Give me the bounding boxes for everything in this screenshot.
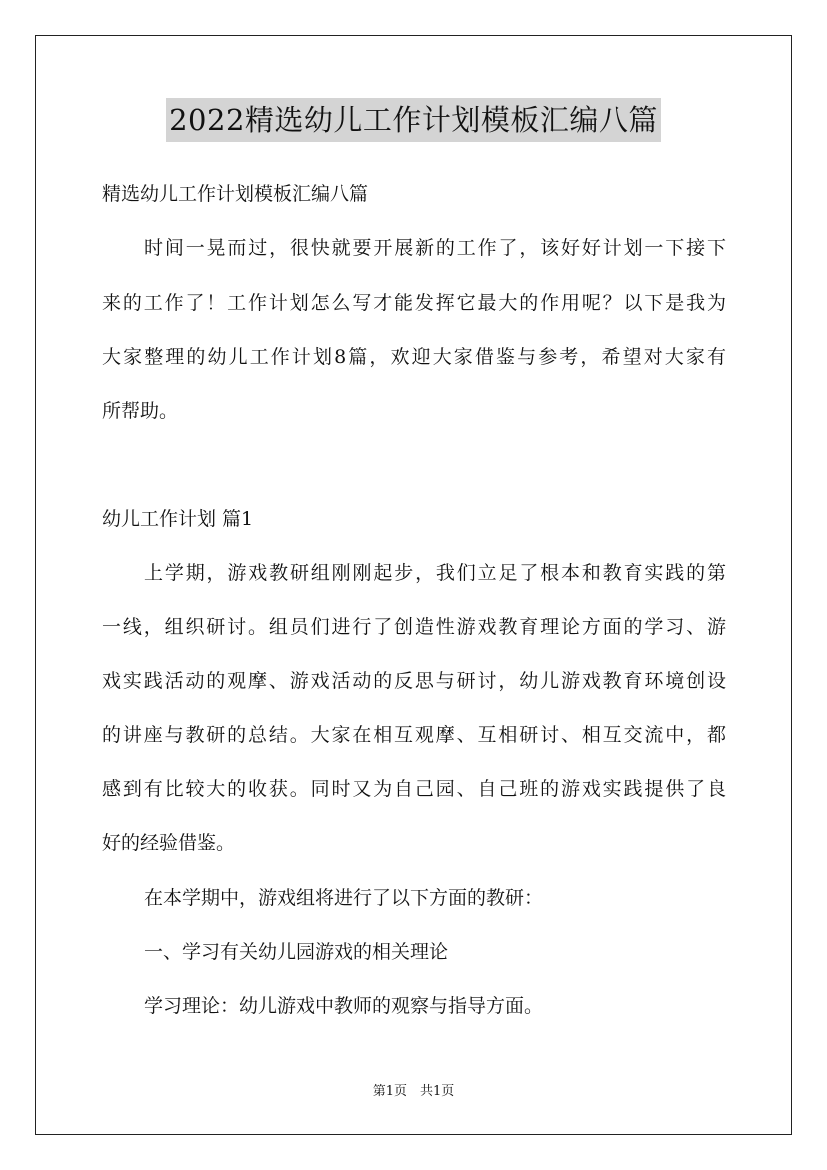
document-title: 2022精选幼儿工作计划模板汇编八篇: [166, 98, 661, 142]
section-line-2: 一线，组织研讨。组员们进行了创造性游戏教育理论方面的学习、游: [102, 616, 726, 638]
intro-line-2: 来的工作了！工作计划怎么写才能发挥它最大的作用呢？以下是我为: [102, 292, 726, 314]
section-line-3: 戏实践活动的观摩、游戏活动的反思与研讨，幼儿游戏教育环境创设: [102, 670, 726, 692]
section-line-5: 感到有比较大的收获。同时又为自己园、自己班的游戏实践提供了良: [102, 778, 726, 800]
paragraph-theory: 学习理论：幼儿游戏中教师的观察与指导方面。: [144, 995, 544, 1017]
page-footer: 第1页 共1页: [372, 1084, 455, 1099]
intro-line-1: 时间一晃而过，很快就要开展新的工作了，该好好计划一下接下: [144, 237, 726, 259]
document-subtitle: 精选幼儿工作计划模板汇编八篇: [102, 183, 369, 205]
section-heading: 幼儿工作计划 篇1: [102, 508, 254, 530]
intro-line-4: 所帮助。: [102, 400, 179, 422]
section-line-4: 的讲座与教研的总结。大家在相互观摩、互相研讨、相互交流中，都: [102, 724, 726, 746]
intro-line-3: 大家整理的幼儿工作计划8篇，欢迎大家借鉴与参考，希望对大家有: [102, 346, 726, 368]
section-line-1: 上学期，游戏教研组刚刚起步，我们立足了根本和教育实践的第: [144, 562, 726, 584]
section-line-6: 好的经验借鉴。: [102, 832, 236, 854]
paragraph-item-1: 一、学习有关幼儿园游戏的相关理论: [144, 941, 449, 963]
title-container: [0, 98, 827, 142]
paragraph-plan: 在本学期中，游戏组将进行了以下方面的教研：: [144, 887, 544, 909]
